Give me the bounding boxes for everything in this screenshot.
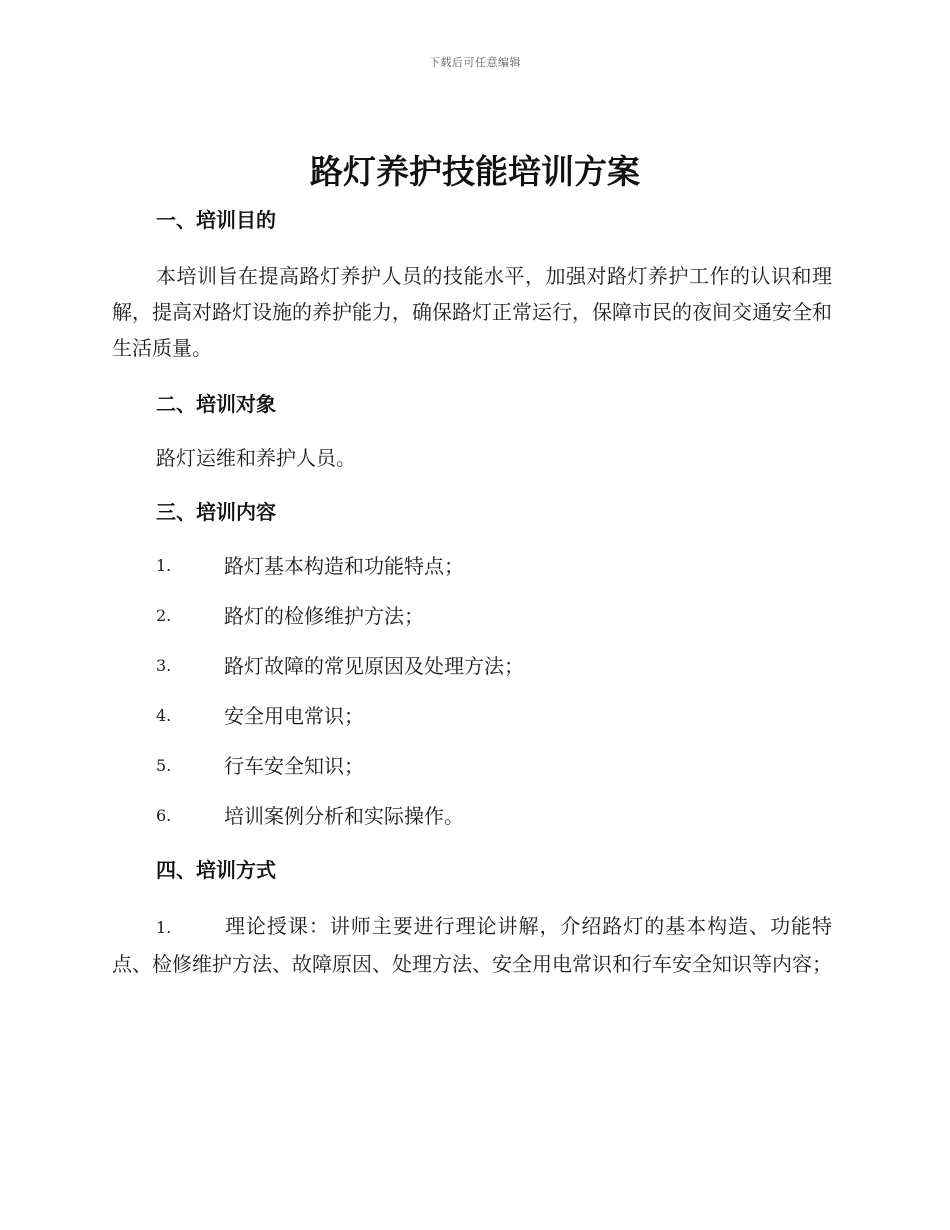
list-item-number: 2. xyxy=(156,606,172,625)
section-audience-paragraph: 路灯运维和养护人员。 xyxy=(156,446,356,470)
method-item xyxy=(112,908,832,982)
list-item-number: 1. xyxy=(156,556,172,575)
section-heading-content: 三、培训内容 xyxy=(156,500,276,524)
method-item-text: 理论授课：讲师主要进行理论讲解，介绍路灯的基本构造、功能特点、检修维护方法、故障原因、处理方法、安全用电常识和行车安全知识等内容； xyxy=(112,914,832,976)
list-item xyxy=(112,750,832,782)
list-item xyxy=(112,550,832,582)
list-item-number: 3. xyxy=(156,656,172,675)
list-item-number: 5. xyxy=(156,756,172,775)
list-item-number: 6. xyxy=(156,806,172,825)
list-item xyxy=(112,600,832,632)
list-item-number: 4. xyxy=(156,706,172,725)
section-heading-purpose: 一、培训目的 xyxy=(156,208,276,232)
list-item xyxy=(112,700,832,732)
list-item-text: 培训案例分析和实际操作。 xyxy=(224,804,464,828)
method-item-number: 1. xyxy=(156,918,172,937)
list-item-text: 路灯基本构造和功能特点； xyxy=(224,554,464,578)
page-header-note: 下载后可任意编辑 xyxy=(429,56,521,69)
document-title: 路灯养护技能培训方案 xyxy=(310,152,640,191)
list-item xyxy=(112,800,832,832)
content-list xyxy=(112,550,832,832)
section-heading-audience: 二、培训对象 xyxy=(156,392,276,416)
section-purpose-paragraph: 本培训旨在提高路灯养护人员的技能水平，加强对路灯养护工作的认识和理解，提高对路灯设施的养护能力，确保路灯正常运行，保障市民的夜间交通安全和生活质量。 xyxy=(112,264,832,360)
list-item-text: 行车安全知识； xyxy=(224,754,364,778)
list-item-text: 安全用电常识； xyxy=(224,704,364,728)
list-item-text: 路灯的检修维护方法； xyxy=(224,604,424,628)
section-heading-method: 四、培训方式 xyxy=(156,858,276,882)
document-body xyxy=(112,204,832,982)
list-item-text: 路灯故障的常见原因及处理方法； xyxy=(224,654,524,678)
list-item xyxy=(112,650,832,682)
